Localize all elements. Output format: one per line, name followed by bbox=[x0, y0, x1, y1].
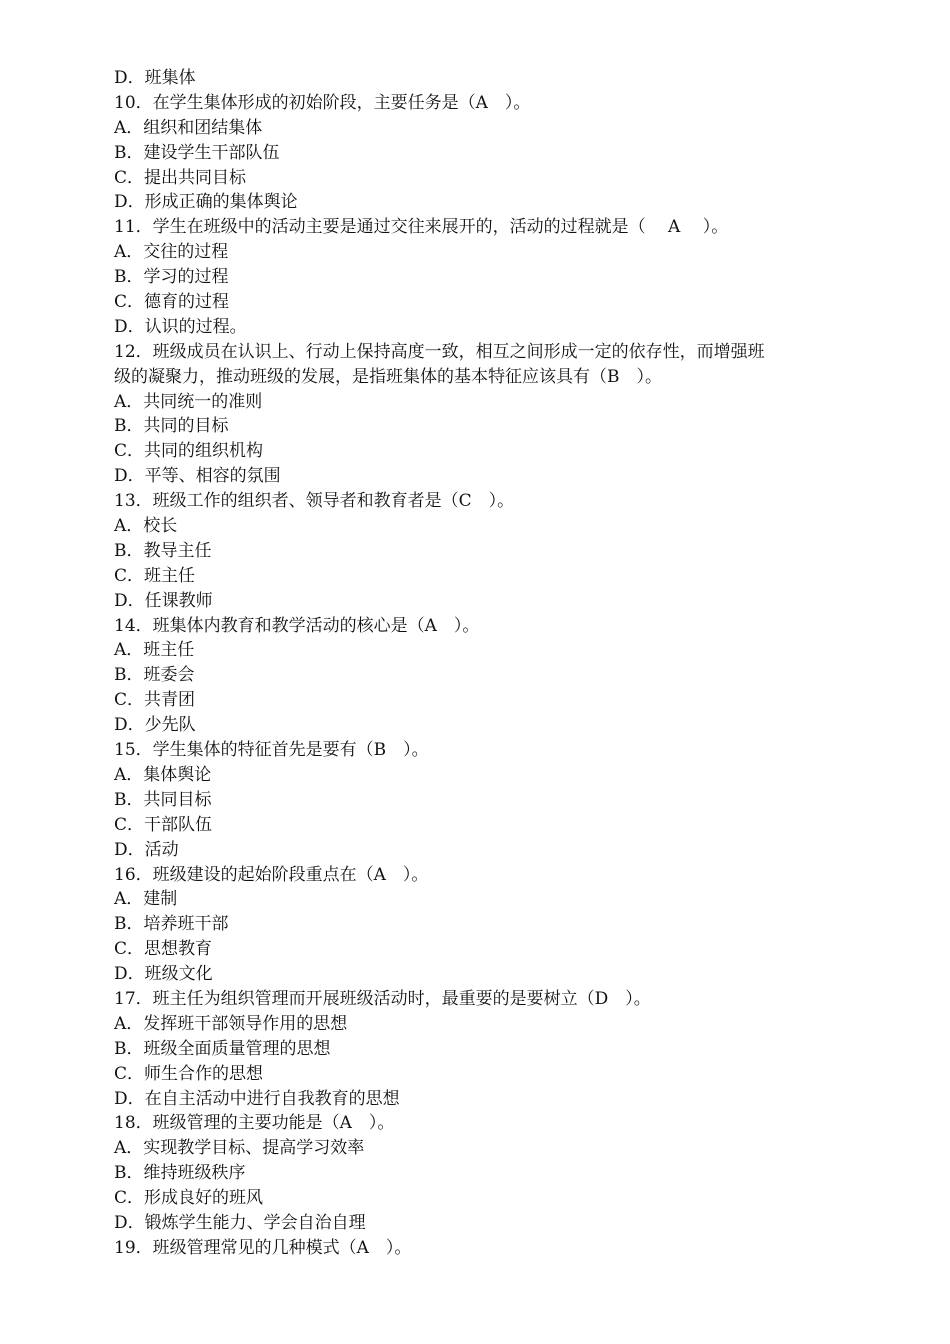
answer-option: B．教导主任 bbox=[114, 540, 212, 561]
question-text: 13．班级工作的组织者、领导者和教育者是（C ）。 bbox=[114, 491, 515, 512]
answer-option: B．班级全面质量管理的思想 bbox=[114, 1038, 331, 1059]
document-page bbox=[114, 66, 844, 1261]
question-text: 15．学生集体的特征首先是要有（B ）。 bbox=[114, 740, 429, 761]
answer-option: C．德育的过程 bbox=[114, 292, 230, 313]
answer-option: D．活动 bbox=[114, 839, 179, 860]
answer-option: C．提出共同目标 bbox=[114, 167, 247, 188]
answer-option: B．培养班干部 bbox=[114, 914, 229, 935]
answer-option: B．共同目标 bbox=[114, 789, 212, 810]
answer-option: C．干部队伍 bbox=[114, 814, 213, 835]
answer-option: D．班集体 bbox=[114, 68, 196, 88]
answer-option: D．形成正确的集体舆论 bbox=[114, 192, 298, 213]
answer-option: C．共青团 bbox=[114, 690, 196, 711]
answer-option: D．锻炼学生能力、学会自治自理 bbox=[114, 1212, 366, 1233]
answer-option: A．校长 bbox=[114, 516, 178, 537]
answer-option: D．任课教师 bbox=[114, 590, 213, 611]
question-text: 级的凝聚力，推动班级的发展，是指班集体的基本特征应该具有（B ）。 bbox=[114, 366, 662, 387]
answer-option: C．形成良好的班风 bbox=[114, 1188, 264, 1209]
answer-option: C．师生合作的思想 bbox=[114, 1063, 264, 1084]
question-text: 16．班级建设的起始阶段重点在（A ）。 bbox=[114, 864, 429, 885]
question-text: 17．班主任为组织管理而开展班级活动时，最重要的是要树立（D ）。 bbox=[114, 988, 651, 1009]
answer-option: A．共同统一的准则 bbox=[114, 391, 263, 412]
question-text: 14．班集体内教育和教学活动的核心是（A ）。 bbox=[114, 615, 480, 636]
answer-option: D．平等、相容的氛围 bbox=[114, 466, 281, 487]
answer-option: D．在自主活动中进行自我教育的思想 bbox=[114, 1088, 400, 1109]
answer-option: B．共同的目标 bbox=[114, 416, 229, 437]
answer-option: A．发挥班干部领导作用的思想 bbox=[114, 1013, 348, 1034]
answer-option: D．班级文化 bbox=[114, 964, 213, 985]
answer-option: A．组织和团结集体 bbox=[114, 117, 263, 138]
answer-option: A．实现教学目标、提高学习效率 bbox=[114, 1138, 365, 1159]
question-text: 10．在学生集体形成的初始阶段，主要任务是（A ）。 bbox=[114, 92, 531, 113]
answer-option: A．建制 bbox=[114, 889, 178, 910]
answer-option: C．共同的组织机构 bbox=[114, 441, 264, 462]
answer-option: C．思想教育 bbox=[114, 939, 213, 960]
answer-option: D．认识的过程。 bbox=[114, 316, 247, 337]
question-text: 11．学生在班级中的活动主要是通过交往来展开的，活动的过程就是（ A ）。 bbox=[114, 217, 729, 238]
answer-option: B．维持班级秩序 bbox=[114, 1163, 246, 1184]
answer-option: A．交往的过程 bbox=[114, 242, 229, 263]
question-text: 12．班级成员在认识上、行动上保持高度一致，相互之间形成一定的依存性，而增强班 bbox=[114, 341, 765, 362]
answer-option: A．班主任 bbox=[114, 640, 195, 661]
answer-option: D．少先队 bbox=[114, 715, 196, 736]
answer-option: B．班委会 bbox=[114, 665, 195, 686]
answer-option: C．班主任 bbox=[114, 565, 196, 586]
question-text: 18．班级管理的主要功能是（A ）。 bbox=[114, 1113, 395, 1134]
answer-option: B．建设学生干部队伍 bbox=[114, 142, 280, 163]
answer-option: A．集体舆论 bbox=[114, 764, 212, 785]
question-text: 19．班级管理常见的几种模式（A ）。 bbox=[114, 1237, 412, 1258]
answer-option: B．学习的过程 bbox=[114, 267, 229, 288]
